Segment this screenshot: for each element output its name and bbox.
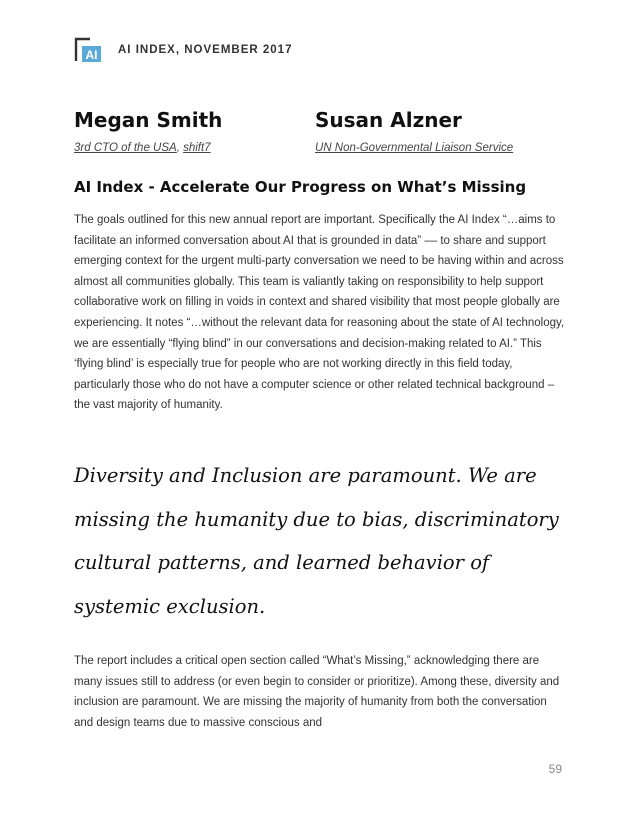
author-name: Megan Smith (74, 108, 223, 132)
affiliation-link-shift7[interactable]: shift7 (183, 142, 211, 154)
affiliation-separator: , (176, 142, 184, 154)
logo-text: AI (85, 48, 98, 62)
author-megan-smith (74, 108, 222, 154)
header-title: AI INDEX, NOVEMBER 2017 (118, 44, 293, 56)
author-name: Susan Alzner (315, 108, 462, 132)
page-header (74, 36, 292, 64)
author-susan-alzner (315, 108, 513, 154)
pull-quote: Diversity and Inclusion are paramount. We are missing the humanity due to bias, discriminatory cultural patterns, and learned behavior of systemic exclusion. (74, 464, 559, 618)
body-paragraph-1: The goals outlined for this new annual report are important. Specifically the AI Index “…aims to facilitate an informed conversation about AI that is grounded in data” –– to share and support emerging context for the urgent multi-party conversation we need to be having within and across almost all communities globally. This team is valiantly taking on responsibility to help support collaborative work on filling in voids in context and shared visibility that most people globally are experiencing. It notes “…without the relevant data for reasoning about the state of AI technology, we are essentially “flying blind” in our conversations and decision-making related to AI.” This ‘flying blind’ is especially true for people who are not working directly in this field today, particularly those who do not have a computer science or other related technical background – the vast majority of humanity. (74, 214, 565, 412)
body-paragraph-2: The report includes a critical open section called “What’s Missing,” acknowledging there are many issues still to address (or even begin to consider or prioritize). Among these, diversity and inclusion are paramount. We are missing the majority of humanity from both the conversation and design teams due to massive conscious and (74, 655, 560, 729)
ai-index-logo (74, 37, 102, 63)
section-title: AI Index - Accelerate Our Progress on What’s Missing (74, 178, 527, 196)
affiliation-link-un-ngls[interactable]: UN Non-Governmental Liaison Service (315, 142, 514, 154)
author-affiliation (74, 142, 222, 154)
page-number: 59 (548, 762, 562, 776)
author-affiliation (315, 142, 513, 154)
affiliation-link-cto[interactable]: 3rd CTO of the USA (74, 142, 177, 154)
